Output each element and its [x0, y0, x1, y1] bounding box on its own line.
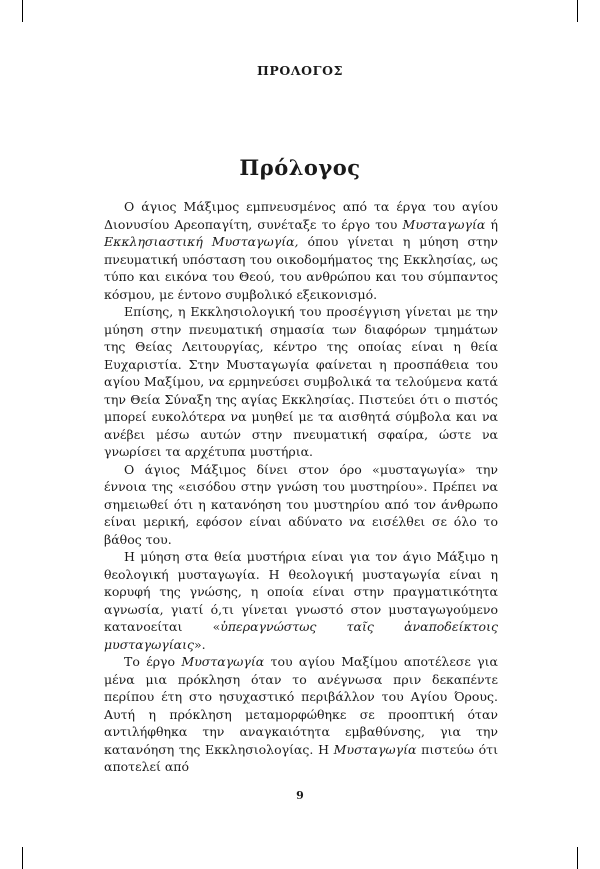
text-run: του αγίου Μαξίμου αποτέλεσε για μένα μια πρόκληση όταν το ανέγνωσα πριν δεκαπέντε περίπου έτη στο ησυχαστικό περιβάλλον του Αγίου Όρους. Αυτή η πρόκληση μεταμορφώθηκε σε προοπτική όταν αντιλήφθηκα την αναγκαιότητα εμβαθύνσης, για την κατανόηση της Εκκλησιολογίας. Η — [104, 654, 498, 757]
text-run: ή — [485, 216, 499, 232]
italic-text: Μυσταγωγία — [181, 654, 265, 669]
italic-text: Εκκλησιαστική Μυσταγωγία, — [104, 234, 299, 249]
paragraph — [104, 198, 498, 303]
text-run: Επίσης, η Εκκλησιολογική του προσέγγιση γίνεται με την μύηση στην πνευματική σημασία των διαφόρων τμημάτων της Θείας Λειτουργίας, κέντρο της οποίας είναι η θεία Ευχαριστία. Στην Μυσταγωγία φαίνεται η προσπάθεια του αγίου Μαξίμου, να ερμηνεύσει συμβολικά τα τελούμενα κατά την Θεία Σύναξη της αγίας Εκκλησίας. Πιστεύει ότι ο πιστός μπορεί ευκολότερα να μυηθεί με τα αισθητά σύμβολα και να ανέβει μέσω αυτών στην πνευματική σφαίρα, ώστε να γνωρίσει τα αρχέτυπα μυστήρια. — [104, 304, 498, 459]
paragraph — [104, 303, 498, 461]
italic-text: Μυσταγωγία — [333, 741, 417, 757]
text-run: πιστεύω ότι αποτελεί από — [104, 741, 498, 774]
italic-text: Μυσταγωγία — [402, 216, 486, 232]
chapter-title: Πρόλογος — [239, 155, 361, 180]
text-run: ». — [194, 636, 206, 652]
text-run: Ο άγιος Μάξιμος δίνει στον όρο «μυσταγωγία» την έννοια της «εισόδου στην γνώση του μυστηρίου». Πρέπει να σημειωθεί ότι η κατανόηση του μυστηρίου από τον άνθρωπο είναι μερική, εφόσον είναι αδύνατο να εισέλθει σε όλο το βάθος του. — [104, 461, 498, 547]
running-head: ΠΡΟΛΟΓΟΣ — [256, 63, 344, 78]
italic-text: ὑπεραγνώστως ταῖς ἀναποδείκτοις μυσταγωγίαις — [104, 619, 498, 652]
body-text — [104, 198, 498, 776]
page-number: 9 — [296, 789, 304, 802]
crop-mark-bottom-right — [577, 847, 578, 869]
paragraph — [104, 548, 498, 653]
paragraph — [104, 653, 498, 776]
paragraph — [104, 461, 498, 549]
text-run: Η μύηση στα θεία μυστήρια είναι για τον άγιο Μάξιμο η θεολογική μυσταγωγία. Η θεολογική μυσταγωγία είναι η κορυφή της γνώσης, η οποία είναι στην πραγματικότητα αγνωσία, γιατί ό,τι γίνεται γνωστό στον μυσταγωγούμενο κατανοείται « — [104, 549, 498, 634]
crop-mark-top-left — [22, 0, 23, 22]
text-run: Το έργο — [124, 654, 182, 669]
crop-mark-bottom-left — [22, 847, 23, 869]
text-run: όπου γίνεται η μύηση στην πνευματική υπόσταση του οικοδομήματος της Εκκλησίας, ως τύπο και εικόνα του Θεού, του ανθρώπου και του σύμπαντος κόσμου, με έντονο συμβολικό εξεικονισμό. — [104, 234, 498, 302]
text-run: Ο άγιος Μάξιμος εμπνευσμένος από τα έργα του αγίου Διονυσίου Αρεοπαγίτη, συνέταξε το έργο του — [104, 199, 498, 232]
crop-mark-top-right — [577, 0, 578, 22]
